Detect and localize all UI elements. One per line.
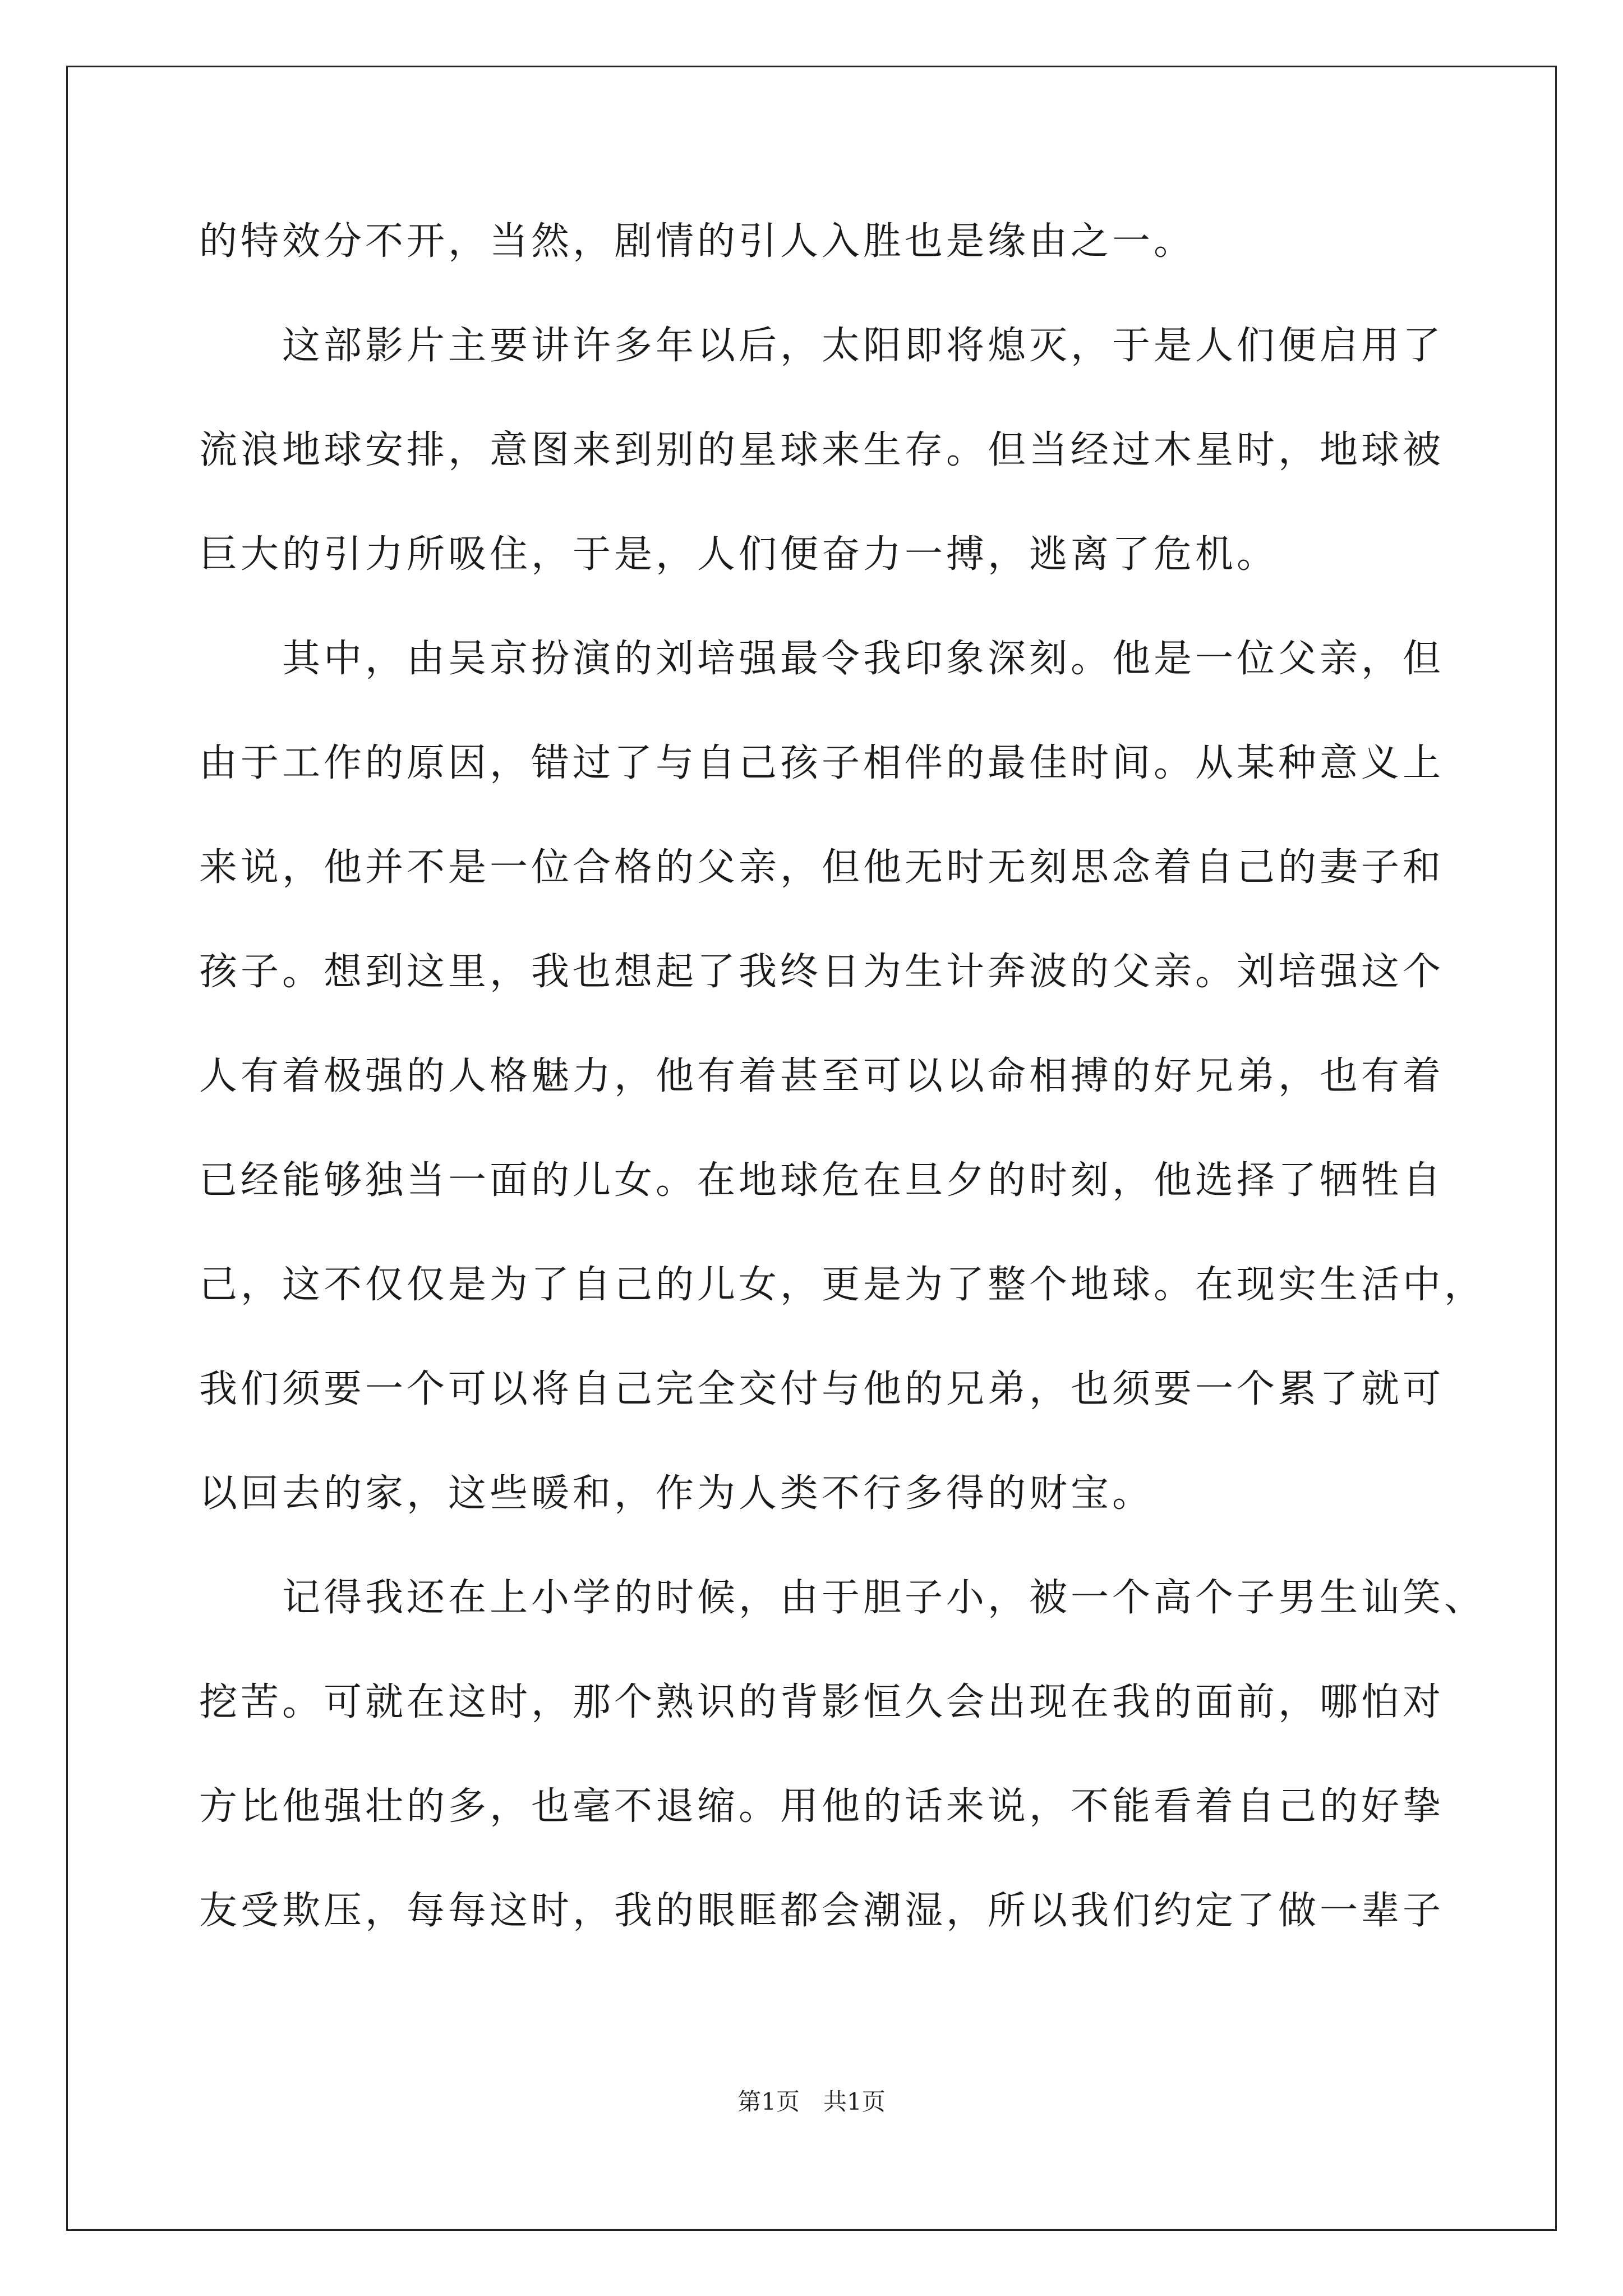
text-line: 其中，由吴京扮演的刘培强最令我印象深刻。他是一位父亲，但 (199, 637, 1445, 681)
text-line: 方比他强壮的多，也毫不退缩。用他的话来说，不能看着自己的好挚 (199, 1784, 1445, 1829)
text-line: 来说，他并不是一位合格的父亲，但他无时无刻思念着自己的妻子和 (199, 845, 1445, 890)
text-line: 己，这不仅仅是为了自己的儿女，更是为了整个地球。在现实生活中， (199, 1263, 1486, 1307)
text-line: 友受欺压，每每这时，我的眼眶都会潮湿，所以我们约定了做一辈子 (199, 1889, 1445, 1933)
text-line: 的特效分不开，当然，剧情的引人入胜也是缘由之一。 (199, 219, 1196, 264)
text-line: 人有着极强的人格魅力，他有着甚至可以以命相搏的好兄弟，也有着 (199, 1054, 1445, 1098)
text-line: 巨大的引力所吸住，于是，人们便奋力一搏，逃离了危机。 (199, 532, 1279, 577)
text-line: 挖苦。可就在这时，那个熟识的背影恒久会出现在我的面前，哪怕对 (199, 1680, 1445, 1724)
text-line: 我们须要一个可以将自己完全交付与他的兄弟，也须要一个累了就可 (199, 1367, 1445, 1411)
text-line: 已经能够独当一面的儿女。在地球危在旦夕的时刻，他选择了牺牲自 (199, 1158, 1445, 1203)
text-line: 记得我还在上小学的时候，由于胆子小，被一个高个子男生讪笑、 (199, 1576, 1486, 1620)
text-line: 孩子。想到这里，我也想起了我终日为生计奔波的父亲。刘培强这个 (199, 950, 1445, 994)
document-body (199, 216, 1486, 1990)
text-line: 由于工作的原因，错过了与自己孩子相伴的最佳时间。从某种意义上 (199, 741, 1445, 785)
text-line: 以回去的家，这些暖和，作为人类不行多得的财宝。 (199, 1471, 1154, 1516)
text-line: 这部影片主要讲许多年以后，太阳即将熄灭，于是人们便启用了 (199, 324, 1445, 368)
text-line: 流浪地球安排，意图来到别的星球来生存。但当经过木星时，地球被 (199, 428, 1445, 472)
page-number-footer: 第1页 共1页 (737, 2088, 886, 2115)
